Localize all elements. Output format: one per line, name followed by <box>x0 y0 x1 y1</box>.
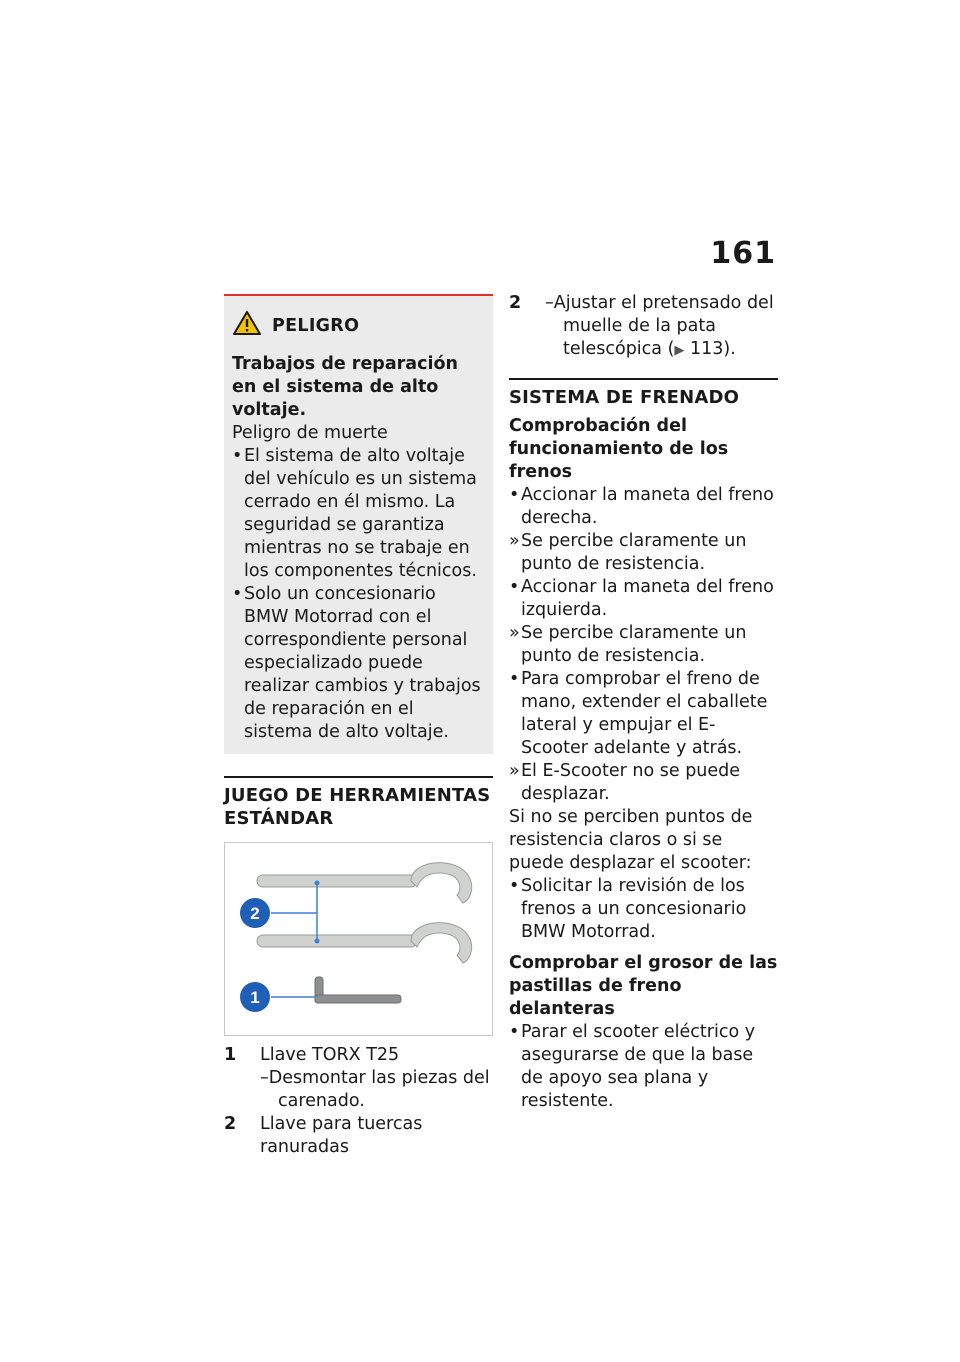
tools-illustration <box>225 843 492 1035</box>
step-item: • Accionar la maneta del freno izquierda. <box>509 577 774 620</box>
slotted-nut-wrench-bottom <box>257 923 472 963</box>
tools-figure <box>224 842 493 1036</box>
warning-subheading: Peligro de muerte <box>232 423 388 443</box>
page-number: 161 <box>710 236 776 271</box>
brakes-subtitle-pads: Comprobar el grosor de las pastillas de freno delanteras <box>509 953 778 1019</box>
warning-heading: Trabajos de reparación en el sistema de alto voltaje. <box>232 354 458 420</box>
tools-section-title: JUEGO DE HERRAMIENTAS ESTÁNDAR <box>224 776 493 830</box>
brakes-subtitle-function: Comprobación del funcionamiento de los frenos <box>509 416 729 482</box>
warning-title: PELIGRO <box>272 316 360 336</box>
step-item: • Para comprobar el freno de mano, extender el caballete lateral y empujar el E-Scooter adelante y atrás. <box>509 669 768 758</box>
callout-2 <box>240 898 270 928</box>
warning-box <box>224 294 493 754</box>
brakes-section-title: SISTEMA DE FRENADO <box>509 378 778 409</box>
step-item: • Parar el scooter eléctrico y asegurarse de que la base de apoyo sea plana y resistente. <box>509 1022 756 1111</box>
warning-bullet: • Solo un concesionario BMW Motorrad con el correspondiente personal especializado puede realizar cambios y trabajos de reparación en el sistema de alto voltaje. <box>232 584 481 742</box>
callout-1 <box>240 982 270 1012</box>
left-column <box>224 294 493 1159</box>
warning-bullet: • El sistema de alto voltaje del vehículo es un sistema cerrado en él mismo. La seguridad se garantiza mientras no se trabaje en los componentes técnicos. <box>232 446 477 581</box>
slotted-nut-wrench-top <box>257 863 472 903</box>
warning-header <box>232 310 485 343</box>
legend-item-1: 1 Llave TORX T25 –Desmontar las piezas del carenado. <box>224 1045 490 1111</box>
brakes-note: Si no se perciben puntos de resistencia claros o si se puede desplazar el scooter: <box>509 807 753 873</box>
svg-text:1: 1 <box>250 988 260 1007</box>
step-item: • Solicitar la revisión de los frenos a un concesionario BMW Motorrad. <box>509 876 747 942</box>
right-column <box>509 292 778 1113</box>
result-item: » Se percibe claramente un punto de resistencia. <box>509 623 747 666</box>
result-item: » El E-Scooter no se puede desplazar. <box>509 761 741 804</box>
torx-key <box>315 977 401 1003</box>
warning-triangle-icon <box>232 310 262 343</box>
svg-text:2: 2 <box>250 904 260 923</box>
legend-item-2: 2 Llave para tuercas ranuradas <box>224 1114 423 1157</box>
page-reference-arrow-icon: ▶ <box>674 343 685 358</box>
step-item: • Accionar la maneta del freno derecha. <box>509 485 774 528</box>
legend-item-2-continued: 2 –Ajustar el pretensado del muelle de la pata telescópica (▶ 113). <box>509 293 774 359</box>
page-reference: 113). <box>690 339 736 359</box>
result-item: » Se percibe claramente un punto de resistencia. <box>509 531 747 574</box>
